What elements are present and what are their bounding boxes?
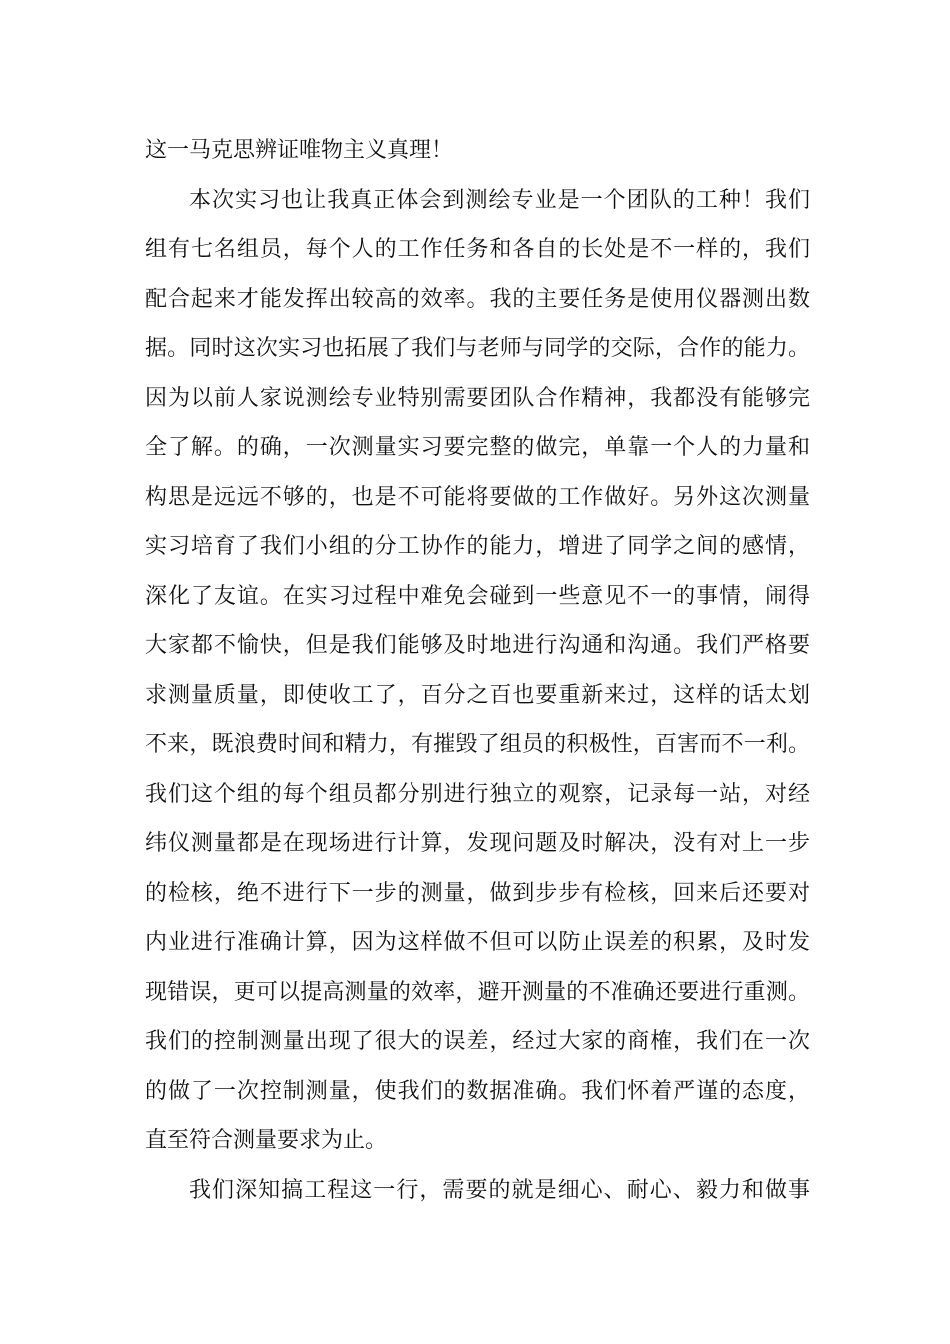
text-line: 据。同时这次实习也拓展了我们与老师与同学的交际，合作的能力。 — [145, 336, 810, 361]
text-line: 直至符合测量要求为止。 — [145, 1128, 388, 1153]
text-line: 实习培育了我们小组的分工协作的能力，增进了同学之间的感情， — [145, 534, 810, 559]
text-line: 不来，既浪费时间和精力，有摧毁了组员的积极性，百害而不一利。 — [145, 732, 810, 757]
text-line: 组有七名组员，每个人的工作任务和各自的长处是不一样的，我们 — [145, 237, 810, 262]
text-line: 大家都不愉快，但是我们能够及时地进行沟通和沟通。我们严格要 — [145, 633, 810, 658]
text-line: 求测量质量，即使收工了，百分之百也要重新来过，这样的话太划 — [145, 682, 810, 708]
text-line: 这一马克思辨证唯物主义真理！ — [145, 138, 454, 163]
text-line: 深化了友谊。在实习过程中难免会碰到一些意见不一的事情，闹得 — [145, 583, 810, 609]
body-text — [145, 126, 810, 1215]
text-line: 内业进行准确计算，因为这样做不但可以防止误差的积累，及时发 — [145, 930, 810, 955]
text-line: 的做了一次控制测量，使我们的数据准确。我们怀着严谨的态度， — [145, 1078, 810, 1104]
text-line: 全了解。的确，一次测量实习要完整的做完，单靠一个人的力量和 — [145, 435, 810, 460]
text-line: 因为以前人家说测绘专业特别需要团队合作精神，我都没有能够完 — [145, 385, 810, 411]
paragraph-first-line: 我们深知搞工程这一行，需要的就是细心、耐心、毅力和做事 — [189, 1177, 810, 1203]
paragraph-first-line: 本次实习也让我真正体会到测绘专业是一个团队的工种！我们 — [189, 187, 810, 213]
text-line: 我们的控制测量出现了很大的误差，经过大家的商榷，我们在一次 — [145, 1029, 810, 1054]
text-line: 的检核，绝不进行下一步的测量，做到步步有检核，回来后还要对 — [145, 880, 810, 906]
text-line: 现错误，更可以提高测量的效率，避开测量的不准确还要进行重测。 — [145, 979, 810, 1005]
text-line: 构思是远远不够的，也是不可能将要做的工作做好。另外这次测量 — [145, 484, 810, 510]
text-line: 我们这个组的每个组员都分别进行独立的观察，记录每一站，对经 — [145, 781, 810, 807]
text-line: 配合起来才能发挥出较高的效率。我的主要任务是使用仪器测出数 — [145, 286, 810, 312]
text-line: 纬仪测量都是在现场进行计算，发现问题及时解决，没有对上一步 — [145, 831, 810, 856]
